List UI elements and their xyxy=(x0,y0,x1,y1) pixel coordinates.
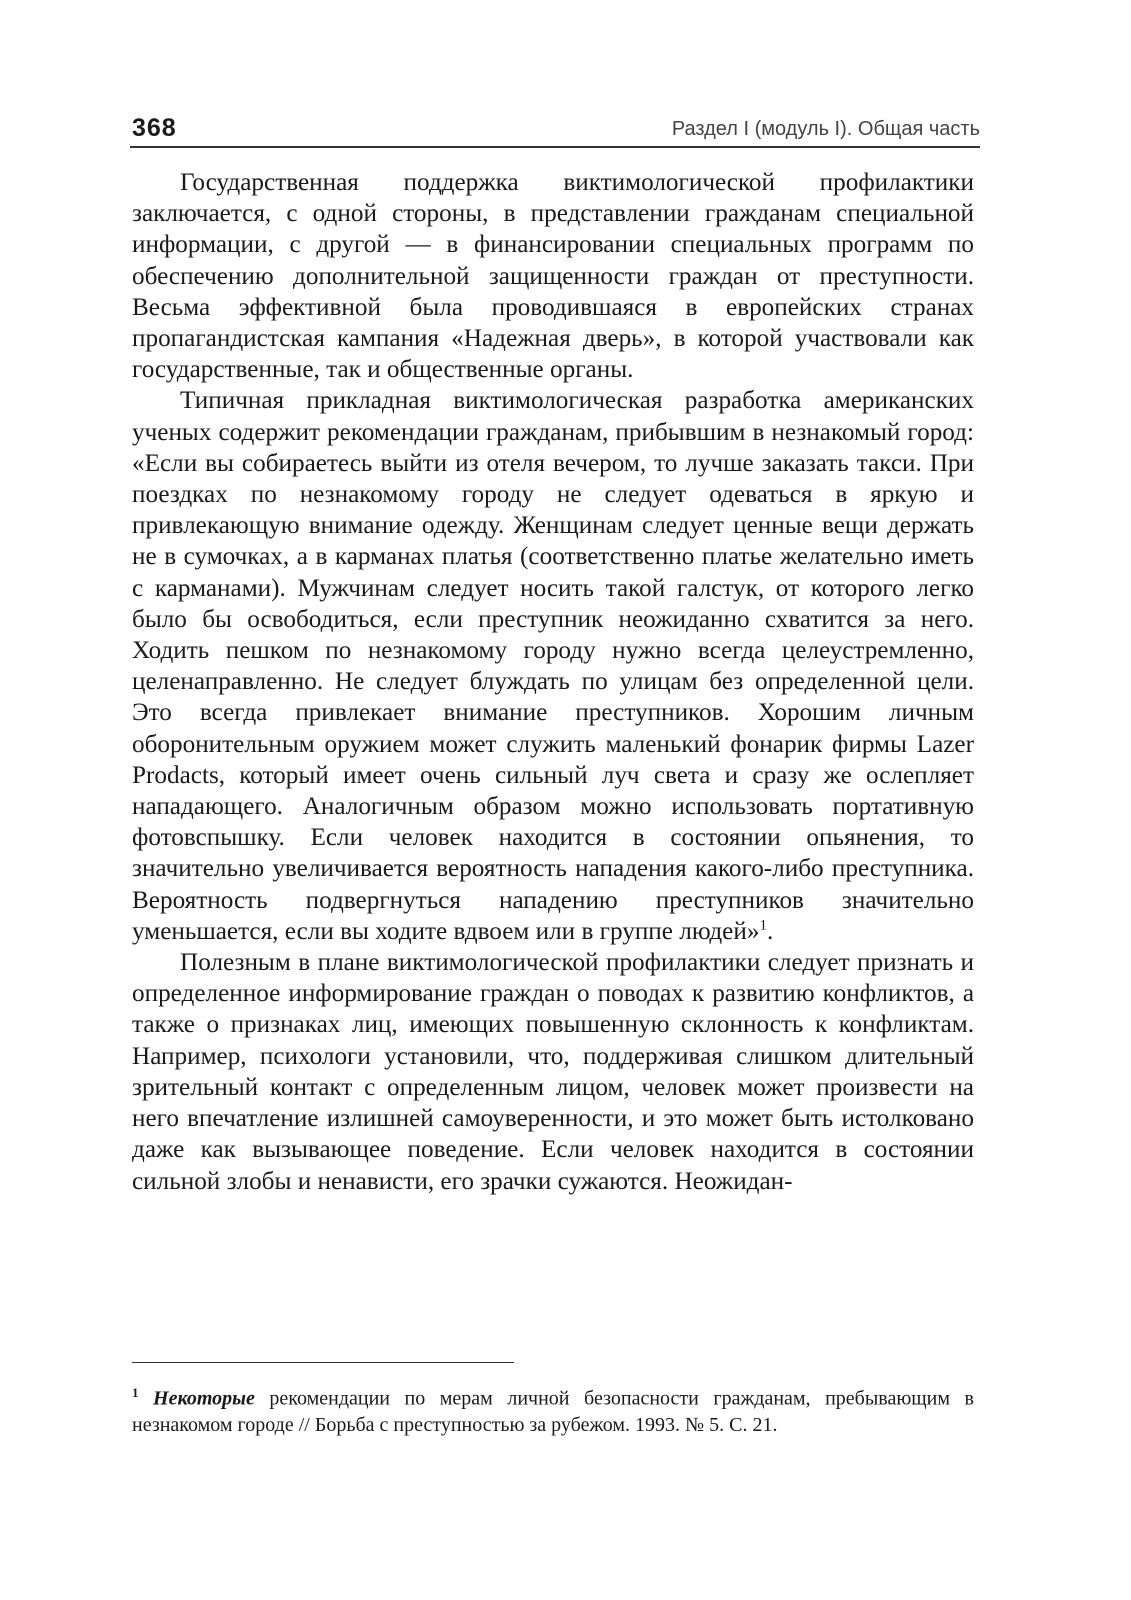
paragraph-2-text: Типичная прикладная виктимологическая разработка американских ученых содержит рекомендации гражданам, прибывшим в незнакомый город: «Если вы собираетесь выйти из отеля вечером, то лучше заказать такси. При поездках по незнакомому городу не следует одеваться в яркую и привлекающую внимание одежду. Женщинам следует ценные вещи держать не в сумочках, а в карманах платья (соответственно платье желательно иметь с карманами). Мужчинам следует носить такой галстук, от которого легко было бы освободиться, если преступник неожиданно схватится за него. Ходить пешком по незнакомому городу нужно всегда целеустремленно, целенаправленно. Не следует блуждать по улицам без определенной цели. Это всегда привлекает внимание преступников. Хорошим личным оборонительным оружием может служить маленький фонарик фирмы Lazer Prodacts, который имеет очень сильный луч света и сразу же ослепляет нападающего. Аналогичным образом можно использовать портативную фотовспышку. Если человек находится в состоянии опьянения, то значительно увеличивается вероятность нападения какого-либо преступника. Вероятность подвергнуться нападению преступников значительно уменьшается, если вы ходите вдвоем или в группе людей» xyxy=(132,387,974,945)
footnote-divider xyxy=(132,1362,514,1363)
paragraph-2: Типичная прикладная виктимологическая разработка американских ученых содержит рекомендации гражданам, прибывшим в незнакомый город: «Если вы собираетесь выйти из отеля вечером, то лучше заказать такси. При поездках по незнакомому городу не следует одеваться в яркую и привлекающую внимание одежду. Женщинам следует ценные вещи держать не в сумочках, а в карманах платья (соответственно платье желательно иметь с карманами). Мужчинам следует носить такой галстук, от которого легко было бы освободиться, если преступник неожиданно схватится за него. Ходить пешком по незнакомому городу нужно всегда целеустремленно, целенаправленно. Не следует блуждать по улицам без определенной цели. Это всегда привлекает внимание преступников. Хорошим личным оборонительным оружием может служить маленький фонарик фирмы Lazer Prodacts, который имеет очень сильный луч света и сразу же ослепляет нападающего. Аналогичным образом можно использовать портативную фотовспышку. Если человек находится в состоянии опьянения, то значительно увеличивается вероятность нападения какого-либо преступника. Вероятность подвергнуться нападению преступников значительно уменьшается, если вы ходите вдвоем или в группе людей»$^1$. xyxy=(132,387,974,945)
main-text xyxy=(132,167,974,1197)
paragraph-1: Государственная поддержка виктимологической профилактики заключается, с одной стороны, в представлении гражданам специальной информации, с другой — в финансировании специальных программ по обеспечению дополнительной защищенности граждан от преступности. Весьма эффективной была проводившаяся в европейских странах пропагандистская кампания «Надежная дверь», в которой участвовали как государственные, так и общественные органы. xyxy=(132,169,974,384)
footnote-reference: 1 xyxy=(759,917,767,934)
footnote-title: Некоторые xyxy=(153,1387,255,1410)
footnote-text: рекомендации по мерам личной безопасности гражданам, пребывающим в незнакомом городе // Борьба с преступностью за рубежом. 1993. № 5. С. 21. xyxy=(132,1387,975,1436)
paragraph-3: Полезным в плане виктимологической профилактики следует признать и определенное информирование граждан о поводах к развитию конфликтов, а также о признаках лиц, имеющих повышенную склонность к конфликтам. Например, психологи установили, что, поддерживая слишком длительный зрительный контакт с определенным лицом, человек может произвести на него впечатление излишней самоуверенности, и это может быть истолковано даже как вызывающее поведение. Если человек находится в состоянии сильной злобы и ненависти, его зрачки сужаются. Неожидан- xyxy=(132,949,974,1195)
footnote-marker: 1 xyxy=(132,1385,139,1400)
footnote xyxy=(132,1380,974,1438)
page-number: 368 xyxy=(132,114,177,142)
running-head: Раздел I (модуль I). Общая часть xyxy=(671,118,980,140)
page-header xyxy=(130,112,980,148)
